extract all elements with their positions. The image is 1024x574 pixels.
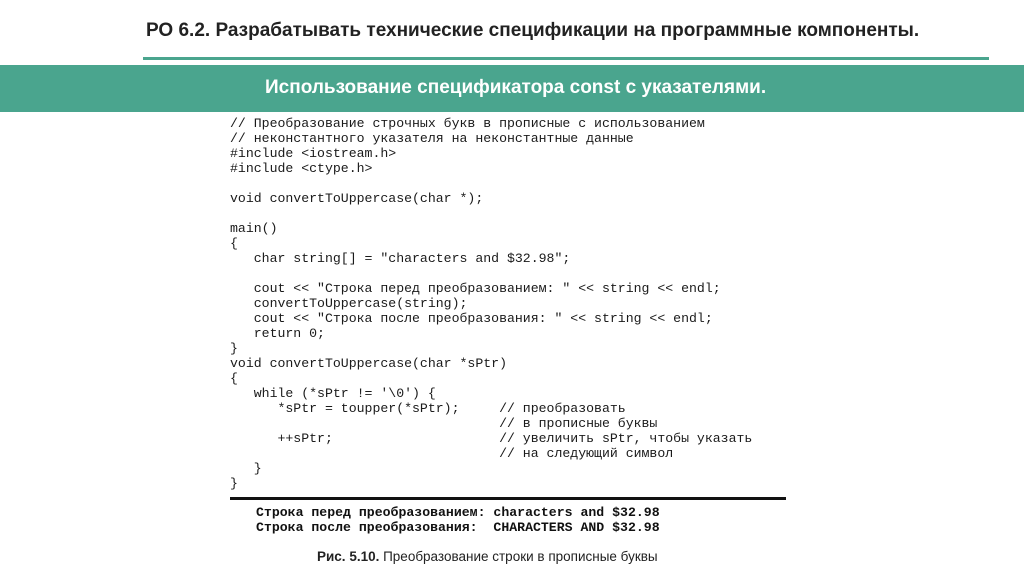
code-line: // на следующий символ (230, 446, 674, 461)
code-line: // неконстантного указателя на неконстантные данные (230, 131, 634, 146)
caption-label: Рис. 5.10. (317, 549, 380, 564)
code-line: #include <ctype.h> (230, 161, 373, 176)
code-line: cout << "Строка после преобразования: " << string << endl; (230, 311, 713, 326)
code-line: cout << "Строка перед преобразованием: " << string << endl; (230, 281, 721, 296)
title-underline (143, 57, 989, 60)
caption-text: Преобразование строки в прописные буквы (379, 549, 658, 564)
code-listing (230, 116, 752, 491)
program-output (256, 505, 660, 535)
output-line: Строка после преобразования: CHARACTERS AND $32.98 (256, 520, 660, 535)
figure-caption (317, 549, 658, 564)
code-line (230, 206, 752, 221)
code-line: void convertToUppercase(char *); (230, 191, 484, 206)
code-line: } (230, 461, 262, 476)
code-line (230, 176, 752, 191)
banner-text: Использование спецификатора const с указателями. (265, 77, 767, 98)
code-line: #include <iostream.h> (230, 146, 397, 161)
code-line: { (230, 371, 238, 386)
code-line: while (*sPtr != '\0') { (230, 386, 436, 401)
section-banner (0, 65, 1024, 112)
code-line: { (230, 236, 238, 251)
code-line: *sPtr = toupper(*sPtr); // преобразовать (230, 401, 626, 416)
code-line: void convertToUppercase(char *sPtr) (230, 356, 507, 371)
slide-title: РО 6.2. Разрабатывать технические спецификации на программные компоненты. (146, 20, 920, 41)
code-line: // Преобразование строчных букв в прописные с использованием (230, 116, 705, 131)
code-line: return 0; (230, 326, 325, 341)
code-line: main() (230, 221, 278, 236)
code-line: char string[] = "characters and $32.98"; (230, 251, 571, 266)
code-line (230, 266, 752, 281)
code-line: convertToUppercase(string); (230, 296, 468, 311)
code-line: } (230, 341, 238, 356)
code-line: } (230, 476, 238, 491)
code-line: ++sPtr; // увеличить sPtr, чтобы указать (230, 431, 753, 446)
output-divider (230, 497, 786, 500)
output-line: Строка перед преобразованием: characters and $32.98 (256, 505, 660, 520)
code-line: // в прописные буквы (230, 416, 658, 431)
